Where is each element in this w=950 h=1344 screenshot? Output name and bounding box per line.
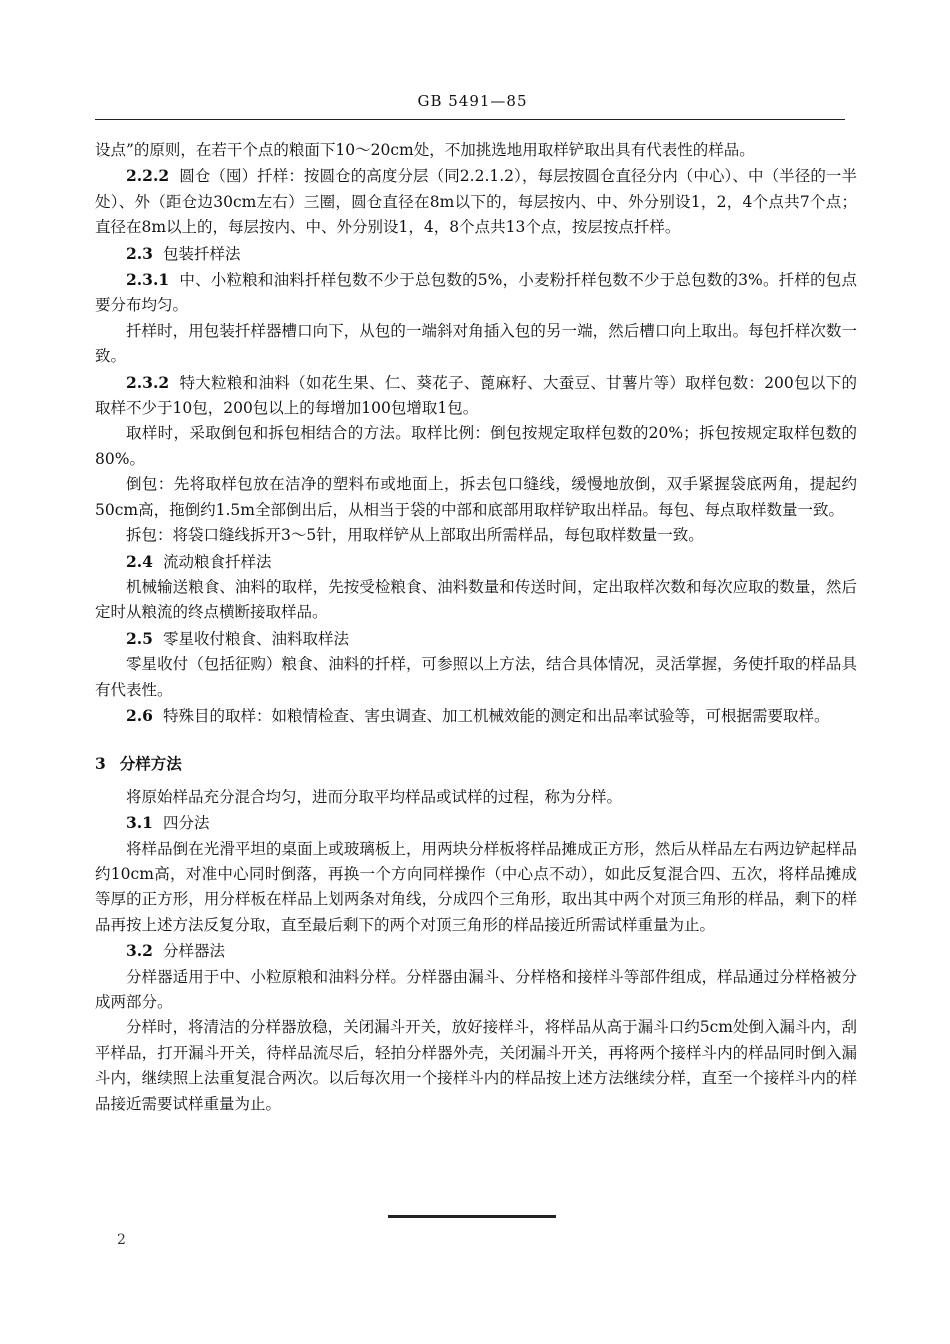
paragraph-continuation: 设点”的原则，在若干个点的粮面下10～20cm处，不加挑选地用取样铲取出具有代表性的样品。 — [95, 141, 755, 159]
clause-number: 2.3.1 — [126, 270, 170, 290]
end-rule — [388, 1215, 556, 1218]
section-number: 3 — [95, 754, 106, 774]
clause-2-6: 2.6 特殊目的取样：如粮情检查、害虫调查、加工机械效能的测定和出品率试验等，可根据需要取样。 — [126, 705, 830, 725]
clause-number: 2.3.2 — [126, 372, 170, 392]
clause-number: 3.2 — [126, 941, 153, 961]
clause-3-1-heading: 3.1 四分法 — [126, 813, 210, 833]
paragraph: 取样时，采取倒包和拆包相结合的方法。取样比例：倒包按规定取样包数的20%；拆包按规定取样包数的80%。 — [95, 424, 857, 468]
standard-code: GB 5491—85 — [417, 92, 528, 110]
clause-number: 3.1 — [126, 813, 153, 833]
clause-2-3-1: 2.3.1 中、小粒粮和油料扦样包数不少于总包数的5%，小麦粉扦样包数不少于总包数的3%。扦样的包点要分布均匀。 — [95, 270, 857, 315]
clause-number: 2.6 — [126, 705, 153, 725]
page-number: 2 — [117, 1232, 126, 1248]
paragraph: 拆包：将袋口缝线拆开3～5针，用取样铲从上部取出所需样品，每包取样数量一致。 — [126, 526, 704, 545]
paragraph: 分样时，将清洁的分样器放稳，关闭漏斗开关，放好接样斗，将样品从高于漏斗口约5cm处倒入漏斗内，刮平样品，打开漏斗开关，待样品流尽后，轻拍分样器外壳，关闭漏斗开关，再将两个接样斗内的样品同时倒入漏斗内，继续照上法重复混合两次。以后每次用一个接样斗内的样品按上述方法继续分样，直至一个接样斗内的样品接近需要试样重量为止。 — [95, 1018, 857, 1113]
section-title: 分样方法 — [119, 754, 182, 774]
clause-2-4-heading: 2.4 流动粮食扦样法 — [126, 551, 272, 571]
header-rule — [95, 119, 845, 120]
paragraph: 扦样时，用包装扦样器槽口向下，从包的一端斜对角插入包的另一端，然后槽口向上取出。每包扦样次数一致。 — [95, 321, 857, 366]
paragraph: 倒包：先将取样包放在洁净的塑料布或地面上，拆去包口缝线，缓慢地放倒，双手紧握袋底两角，提起约50cm高，拖倒约1.5m全部倒出后，从相当于袋的中部和底部用取样铲取出样品。每包、每点取样数量一致。 — [95, 475, 857, 519]
paragraph: 分样器适用于中、小粒原粮和油料分样。分样器由漏斗、分样格和接样斗等部件组成，样品通过分样格被分成两部分。 — [95, 967, 857, 1011]
paragraph: 将原始样品充分混合均匀，进而分取平均样品或试样的过程，称为分样。 — [126, 787, 623, 806]
clause-number: 2.5 — [126, 628, 153, 648]
paragraph: 将样品倒在光滑平坦的桌面上或玻璃板上，用两块分样板将样品摊成正方形，然后从样品左右两边铲起样品约10cm高，对准中心同时倒落，再换一个方向同样操作（中心点不动），如此反复混合四、五次，将样品摊成等厚的正方形，用分样板在样品上划两条对角线，分成四个三角形，取出其中两个对顶三角形的样品，剩下的样品再按上述方法反复分取，直至最后剩下的两个对顶三角形的样品接近所需试样重量为止。 — [95, 839, 857, 934]
clause-3-2-heading: 3.2 分样器法 — [126, 941, 225, 961]
clause-number: 2.3 — [126, 243, 153, 263]
clause-2-3-heading: 2.3 包装扦样法 — [126, 243, 241, 263]
clause-2-3-2: 2.3.2 特大粒粮和油料（如花生果、仁、葵花子、蓖麻籽、大蚕豆、甘薯片等）取样包数：200包以下的取样不少于10包，200包以上的每增加100包增取1包。 — [95, 372, 857, 418]
clause-number: 2.2.2 — [126, 166, 170, 186]
page-header — [95, 92, 850, 110]
paragraph: 机械输送粮食、油料的取样，先按受检粮食、油料数量和传送时间，定出取样次数和每次应取的数量，然后定时从粮流的终点横断接取样品。 — [95, 577, 857, 622]
clause-2-2-2: 2.2.2 圆仓（囤）扦样：按圆仓的高度分层（同2.2.1.2），每层按圆仓直径分内（中心）、中（半径的一半处）、外（距仓边30cm左右）三圈，圆仓直径在8m以下的，每层按内、中、外分别设1，2，4个点共7个点；直径在8m以上的，每层按内、中、外分别设1，4，8个点共13个点，按层按点扦样。 — [95, 166, 857, 237]
section-3-title — [95, 751, 857, 776]
paragraph: 零星收付（包括征购）粮食、油料的扦样，可参照以上方法，结合具体情况，灵活掌握，务使扦取的样品具有代表性。 — [95, 655, 857, 699]
clause-number: 2.4 — [126, 551, 153, 571]
document-body — [95, 138, 857, 1117]
clause-2-5-heading: 2.5 零星收付粮食、油料取样法 — [126, 628, 349, 648]
